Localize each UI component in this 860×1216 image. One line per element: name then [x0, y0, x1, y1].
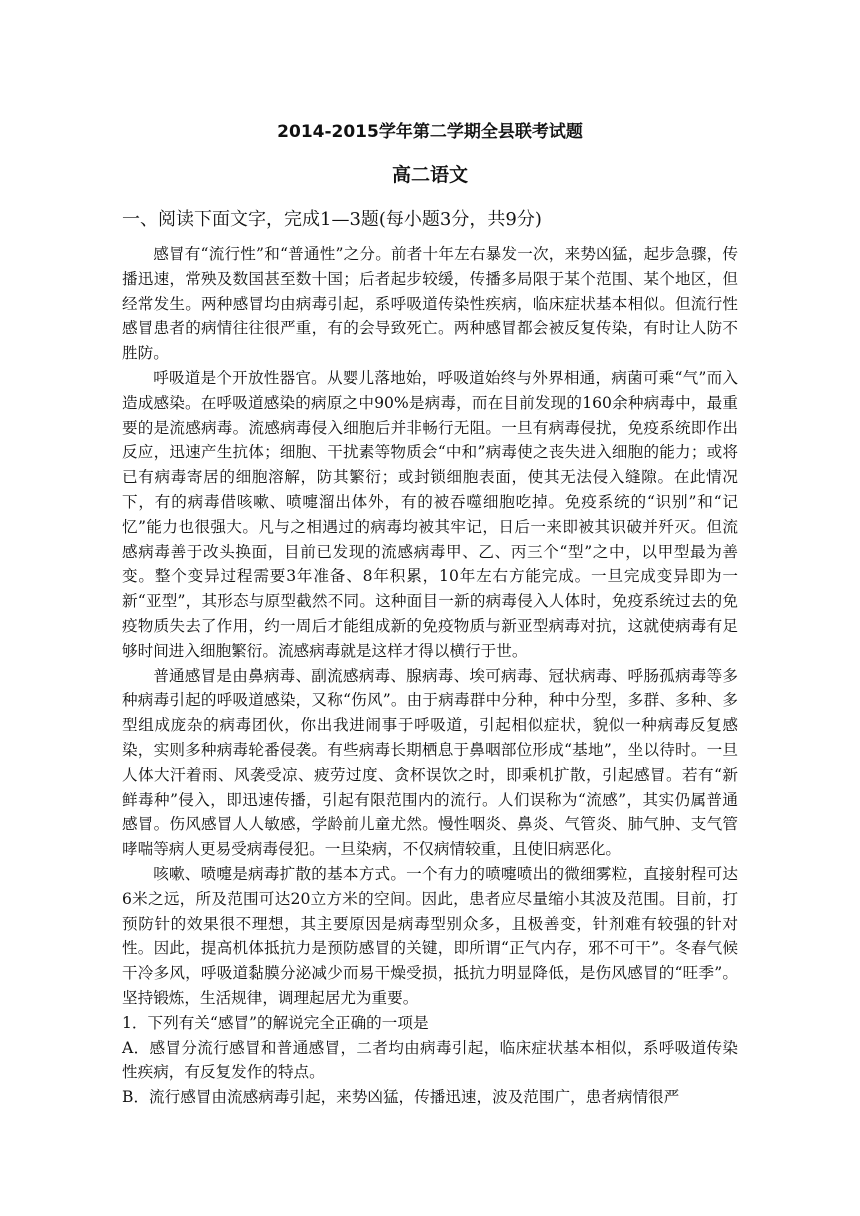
- passage-paragraph-3: 普通感冒是由鼻病毒、副流感病毒、腺病毒、埃可病毒、冠状病毒、呼肠孤病毒等多种病毒引起的呼吸道感染，又称“伤风”。由于病毒群中分种，种中分型，多群、多种、多型组成庞杂的病毒团伙，你出我进闹事于呼吸道，引起相似症状，貌似一种病毒反复感染，实则多种病毒轮番侵袭。有些病毒长期栖息于鼻咽部位形成“基地”，坐以待时。一旦人体大汗着雨、风袭受凉、疲劳过度、贪杯误饮之时，即乘机扩散，引起感冒。若有“新鲜毒种”侵入，即迅速传播，引起有限范围内的流行。人们误称为“流感”，其实仍属普通感冒。伤风感冒人人敏感，学龄前儿童尤然。慢性咽炎、鼻炎、气管炎、肺气肿、支气管哮喘等病人更易受病毒侵犯。一旦染病，不仅病情较重，且使旧病恶化。: [122, 666, 738, 859]
- exam-title: 2014-2015学年第二学期全县联考试题: [277, 122, 583, 142]
- passage-paragraph-1: 感冒有“流行性”和“普通性”之分。前者十年左右暴发一次，来势凶猛，起步急骤，传播迅速，常殃及数国甚至数十国；后者起步较缓，传播多局限于某个范围、某个地区，但经常发生。两种感冒均由病毒引起，系呼吸道传染性疾病，临床症状基本相似。但流行性感冒患者的病情往往很严重，有的会导致死亡。两种感冒都会被反复传染，有时让人防不胜防。: [122, 245, 738, 363]
- subject-title: 高二语文: [391, 164, 468, 186]
- passage-paragraph-4: 咳嗽、喷嚏是病毒扩散的基本方式。一个有力的喷嚏喷出的微细雾粒，直接射程可达6米之远，所及范围可达20立方米的空间。因此，患者应尽量缩小其波及范围。目前，打预防针的效果很不理想，其主要原因是病毒型别众多，且极善变，针剂难有较强的针对性。因此，提高机体抵抗力是预防感冒的关键，即所谓“正气内存，邪不可干”。冬春气候干冷多风，呼吸道黏膜分泌减少而易干燥受损，抵抗力明显降低，是伤风感冒的“旺季”。坚持锻炼，生活规律，调理起居尤为重要。: [122, 864, 738, 1007]
- reading-passage: [122, 242, 738, 1110]
- section-heading: 一、阅读下面文字，完成1—3题(每小题3分，共9分): [122, 209, 542, 230]
- passage-paragraph-2: 呼吸道是个开放性器官。从婴儿落地始，呼吸道始终与外界相通，病菌可乘“气”而入造成感染。在呼吸道感染的病原之中90%是病毒，而在目前发现的160余种病毒中，最重要的是流感病毒。流感病毒侵入细胞后并非畅行无阻。一旦有病毒侵扰，免疫系统即作出反应，迅速产生抗体；细胞、干扰素等物质会“中和”病毒使之丧失进入细胞的能力；或将已有病毒寄居的细胞溶解，防其繁衍；或封锁细胞表面，使其无法侵入缝隙。在此情况下，有的病毒借咳嗽、喷嚏溜出体外，有的被吞噬细胞吃掉。免疫系统的“识别”和“记忆”能力也很强大。凡与之相遇过的病毒均被其牢记，日后一来即被其识破并歼灭。但流感病毒善于改头换面，目前已发现的流感病毒甲、乙、丙三个“型”之中，以甲型最为善变。整个变异过程需要3年准备、8年积累，10年左右方能完成。一旦完成变异即为一新“亚型”，其形态与原型截然不同。这种面目一新的病毒侵入人体时，免疫系统过去的免疫物质失去了作用，约一周后才能组成新的免疫物质与新亚型病毒对抗，这就使病毒有足够时间进入细胞繁衍。流感病毒就是这样才得以横行于世。: [122, 368, 738, 660]
- question-1-stem: 1．下列有关“感冒”的解说完全正确的一项是: [122, 1013, 429, 1032]
- question-1-option-a: A．感冒分流行感冒和普通感冒，二者均由病毒引起，临床症状基本相似，系呼吸道传染性疾病，有反复发作的特点。: [122, 1038, 738, 1082]
- question-1-option-b: B．流行感冒由流感病毒引起，来势凶猛，传播迅速，波及范围广，患者病情很严: [122, 1088, 680, 1107]
